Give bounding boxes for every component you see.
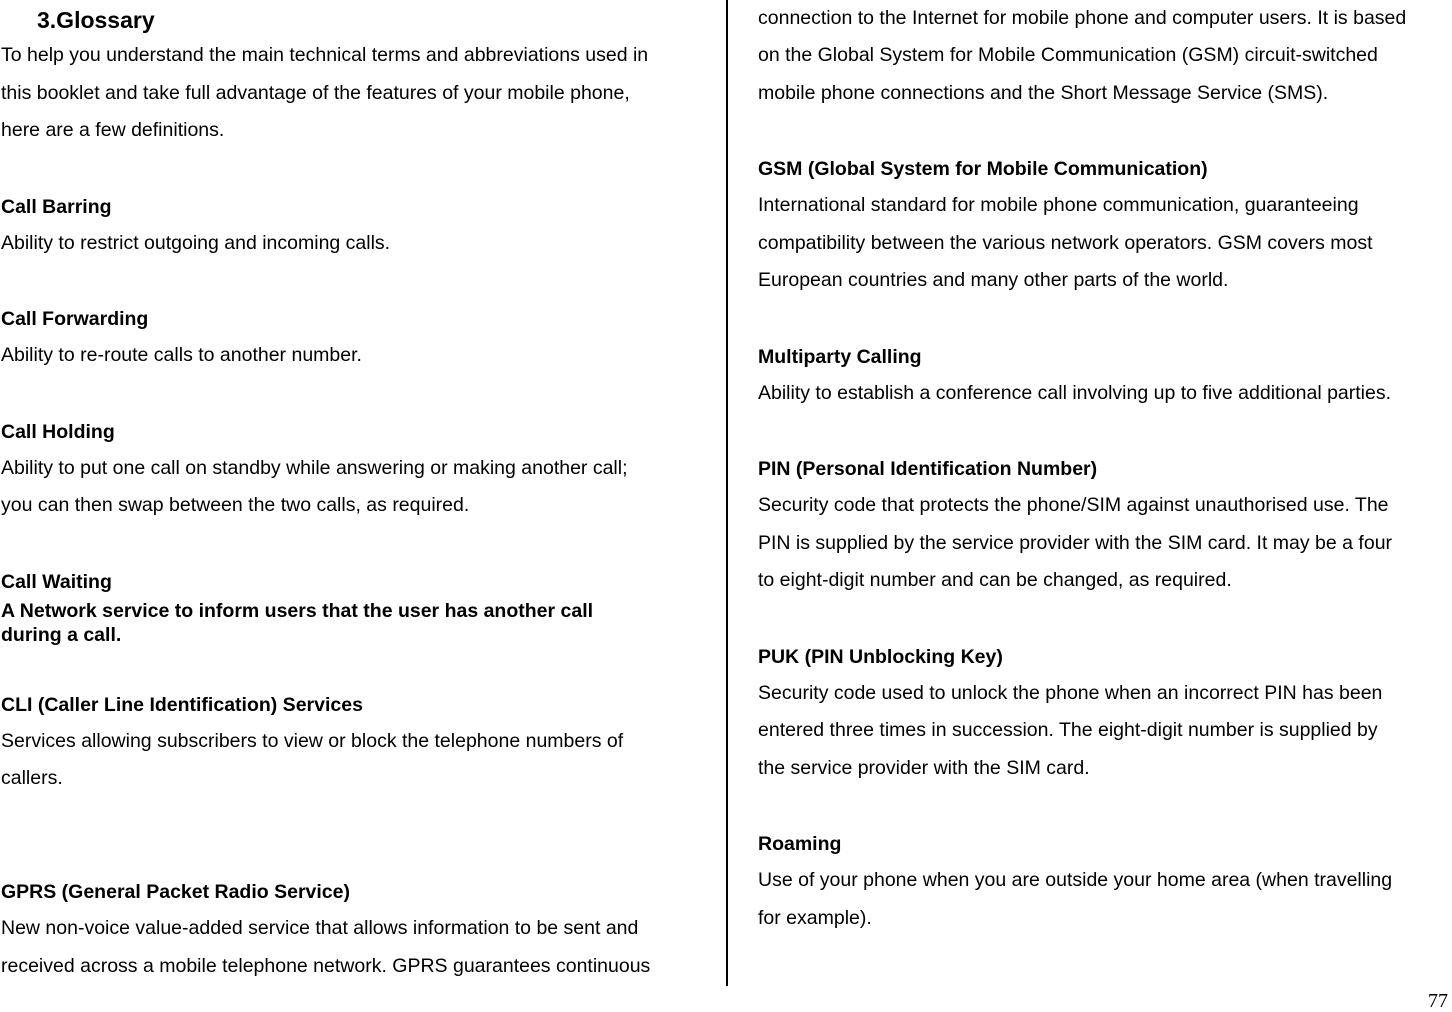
definition-line: Ability to re-route calls to another number. — [1, 344, 362, 366]
definition-line: received across a mobile telephone network. GPRS guarantees continuous — [1, 955, 651, 977]
definition-line: Ability to put one call on standby while answering or making another call; — [1, 457, 628, 479]
definition-line: to eight-digit number and can be changed, as required. — [758, 569, 1232, 591]
definition-line: compatibility between the various network operators. GSM covers most — [758, 232, 1373, 254]
term-call-waiting: Call Waiting — [1, 571, 112, 593]
intro-line: To help you understand the main technical terms and abbreviations used in — [1, 44, 649, 66]
page-number: 77 — [1428, 990, 1448, 1012]
definition-line: callers. — [1, 767, 63, 789]
definition-line: you can then swap between the two calls, as required. — [1, 494, 470, 516]
definition-line: the service provider with the SIM card. — [758, 757, 1090, 779]
term-pin: PIN (Personal Identification Number) — [758, 458, 1098, 480]
definition-line: Services allowing subscribers to view or block the telephone numbers of — [1, 730, 624, 752]
continuation-line: mobile phone connections and the Short Message Service (SMS). — [758, 82, 1329, 104]
term-cli-services: CLI (Caller Line Identification) Services — [1, 694, 363, 716]
definition-line: New non-voice value-added service that allows information to be sent and — [1, 917, 639, 939]
definition-line: Ability to establish a conference call involving up to five additional parties. — [758, 382, 1392, 404]
term-gsm: GSM (Global System for Mobile Communication) — [758, 158, 1208, 180]
definition-line: Ability to restrict outgoing and incoming calls. — [1, 232, 391, 254]
definition-line-bold: A Network service to inform users that the user has another call — [1, 600, 594, 622]
term-gprs: GPRS (General Packet Radio Service) — [1, 881, 350, 903]
definition-line: European countries and many other parts of the world. — [758, 269, 1229, 291]
definition-line: International standard for mobile phone communication, guaranteeing — [758, 194, 1359, 216]
term-puk: PUK (PIN Unblocking Key) — [758, 646, 1003, 668]
page-title: 3.Glossary — [37, 7, 155, 33]
intro-line: here are a few definitions. — [1, 119, 225, 141]
definition-line: entered three times in succession. The eight-digit number is supplied by — [758, 719, 1378, 741]
definition-line: PIN is supplied by the service provider with the SIM card. It may be a four — [758, 532, 1393, 554]
term-roaming: Roaming — [758, 833, 842, 855]
column-divider — [726, 0, 728, 986]
definition-line: Security code that protects the phone/SIM against unauthorised use. The — [758, 494, 1389, 516]
continuation-line: on the Global System for Mobile Communication (GSM) circuit-switched — [758, 44, 1378, 66]
intro-line: this booklet and take full advantage of the features of your mobile phone, — [1, 82, 630, 104]
term-call-barring: Call Barring — [1, 196, 112, 218]
continuation-line: connection to the Internet for mobile phone and computer users. It is based — [758, 7, 1407, 29]
term-call-forwarding: Call Forwarding — [1, 308, 149, 330]
definition-line: Use of your phone when you are outside your home area (when travelling — [758, 869, 1393, 891]
term-call-holding: Call Holding — [1, 421, 115, 443]
term-multiparty-calling: Multiparty Calling — [758, 346, 922, 368]
definition-line: Security code used to unlock the phone when an incorrect PIN has been — [758, 682, 1383, 704]
definition-line: for example). — [758, 907, 872, 929]
definition-line-bold: during a call. — [1, 624, 122, 646]
